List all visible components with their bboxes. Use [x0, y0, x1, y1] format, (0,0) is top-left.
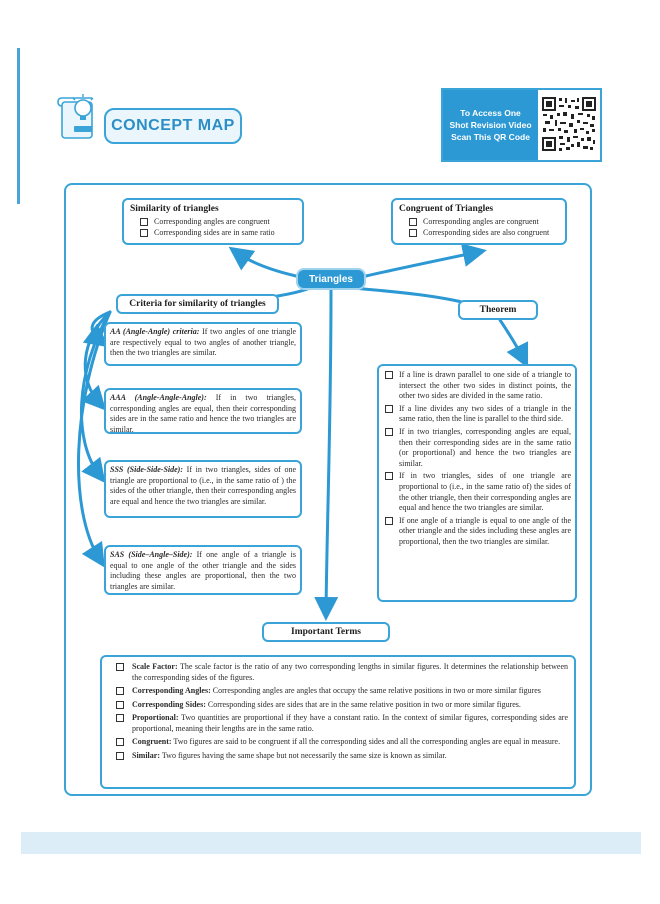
criteria-sas-box	[104, 545, 302, 595]
theorem-item	[383, 516, 571, 548]
criteria-term: AA (Angle-Angle) criteria:	[110, 327, 200, 336]
criteria-header	[116, 294, 279, 314]
theorem-item	[383, 427, 571, 469]
theorem-item	[383, 404, 571, 425]
theorem-item-text: If in two triangles, sides of one triangle are proportional to (i.e., in the same ratio of) the sides of the other triangle, then their corresponding angles are equal and hence the two triangles are similar.	[399, 471, 571, 513]
checkbox-icon	[385, 371, 393, 379]
term-text: Two quantities are proportional if they have a constant ratio. In the context of similar figures, corresponding sides are proportional, meaning their lengths are in the same ratio.	[132, 713, 568, 733]
checkbox-icon	[116, 687, 124, 695]
term-item	[102, 662, 568, 683]
term-text: Two figures are said to be congruent if all the corresponding sides and all the corresponding angles are equal in measure.	[171, 737, 561, 746]
qr-text-line-1: To Access One	[460, 108, 521, 118]
term-item	[102, 686, 568, 697]
similarity-title: Similarity of triangles	[130, 204, 219, 214]
similarity-item-text: Corresponding angles are congruent	[154, 217, 270, 226]
congruent-item	[407, 217, 559, 228]
congruent-title: Congruent of Triangles	[399, 204, 494, 214]
term-label: Corresponding Angles:	[132, 686, 211, 695]
checkbox-icon	[116, 714, 124, 722]
similarity-item	[138, 228, 296, 239]
criteria-sss-box	[104, 460, 302, 518]
term-text: Corresponding angles are angles that occupy the same relative positions in two or more similar figures	[210, 686, 541, 695]
checkbox-icon	[116, 701, 124, 709]
triangles-center-node: Triangles	[296, 268, 366, 290]
checkbox-icon	[116, 663, 124, 671]
term-item	[102, 737, 568, 748]
concept-map-title: CONCEPT MAP	[104, 108, 242, 144]
criteria-text: If two angles of one triangle are respectively equal to two angles of another triangle, then the two triangles are similar.	[110, 327, 297, 358]
criteria-aaa-box	[104, 388, 302, 434]
similarity-item	[138, 217, 296, 228]
term-label: Corresponding Sides:	[132, 699, 206, 709]
theorem-item-text: If a line divides any two sides of a triangle in the same ratio, then the line is parallel to the third side.	[399, 403, 571, 424]
criteria-aa-box	[104, 322, 302, 366]
theorem-header	[458, 300, 538, 320]
checkbox-icon	[385, 428, 393, 436]
criteria-term: AAA (Angle-Angle-Angle):	[110, 393, 207, 402]
checkbox-icon	[116, 752, 124, 760]
important-terms-title: Important Terms	[291, 627, 361, 637]
checkbox-icon	[116, 738, 124, 746]
congruent-item-text: Corresponding angles are congruent	[423, 217, 539, 226]
similarity-item-text: Corresponding sides are in same ratio	[154, 227, 275, 237]
criteria-text: If in two triangles, corresponding angles are equal, then their corresponding sides are in the same ratio and hence the two triangles are similar.	[110, 393, 297, 434]
important-terms-box	[100, 655, 576, 789]
term-item	[102, 700, 568, 711]
term-text: Corresponding sides are sides that are in the same relative position in two or more similar figures.	[205, 699, 521, 709]
theorem-title: Theorem	[479, 305, 517, 315]
checkbox-icon	[385, 517, 393, 525]
term-item	[102, 751, 568, 762]
qr-text-line-2: Shot Revision Video	[449, 120, 532, 130]
criteria-term: SAS (Side–Angle–Side):	[110, 550, 193, 559]
criteria-text: If in two triangles, sides of one triangle are proportional to (i.e., in the same ratio of ) the sides of the other triangle, then their corresponding angles are equal and hence the two triangles are similar.	[110, 465, 297, 506]
congruent-item-text: Corresponding sides are also congruent	[423, 227, 550, 237]
important-terms-header	[262, 622, 390, 642]
term-item	[102, 713, 568, 734]
term-label: Congruent:	[132, 737, 172, 746]
similarity-box	[122, 198, 304, 245]
term-label: Proportional:	[132, 713, 179, 722]
checkbox-icon	[140, 229, 148, 237]
term-label: Similar:	[132, 750, 160, 760]
checkbox-icon	[409, 218, 417, 226]
theorem-item-text: If one angle of a triangle is equal to one angle of the other triangle and the sides including these angles are proportional, then the two triangles are similar.	[399, 515, 571, 546]
congruent-box	[391, 198, 567, 245]
theorem-item-text: If in two triangles, corresponding angles are equal, then their corresponding sides are in the same ratio (or proportional) and hence the two triangles are similar.	[399, 426, 571, 468]
footer-band	[21, 832, 641, 854]
theorem-box	[377, 364, 577, 602]
term-label: Scale Factor:	[132, 662, 178, 671]
term-text: The scale factor is the ratio of any two corresponding lengths in similar figures. It determines the relationship between the corresponding sides of the figures.	[132, 662, 568, 682]
criteria-text: If one angle of a triangle is equal to one angle of the other triangle and the sides including these angles are proportional, then the two triangles are similar.	[110, 550, 297, 591]
theorem-item	[383, 471, 571, 513]
theorem-item	[383, 370, 571, 402]
criteria-term: SSS (Side-Side-Side):	[110, 465, 184, 474]
checkbox-icon	[385, 405, 393, 413]
criteria-title: Criteria for similarity of triangles	[129, 299, 266, 309]
checkbox-icon	[140, 218, 148, 226]
term-text: Two figures having the same shape but not necessarily the same size is known as similar.	[160, 750, 447, 760]
checkbox-icon	[409, 229, 417, 237]
congruent-item	[407, 228, 559, 239]
checkbox-icon	[385, 472, 393, 480]
theorem-item-text: If a line is drawn parallel to one side of a triangle to intersect the other two sides in distinct points, the other two sides are divided in the same ratio.	[399, 370, 571, 401]
qr-text-line-3: Scan This QR Code	[451, 132, 530, 142]
